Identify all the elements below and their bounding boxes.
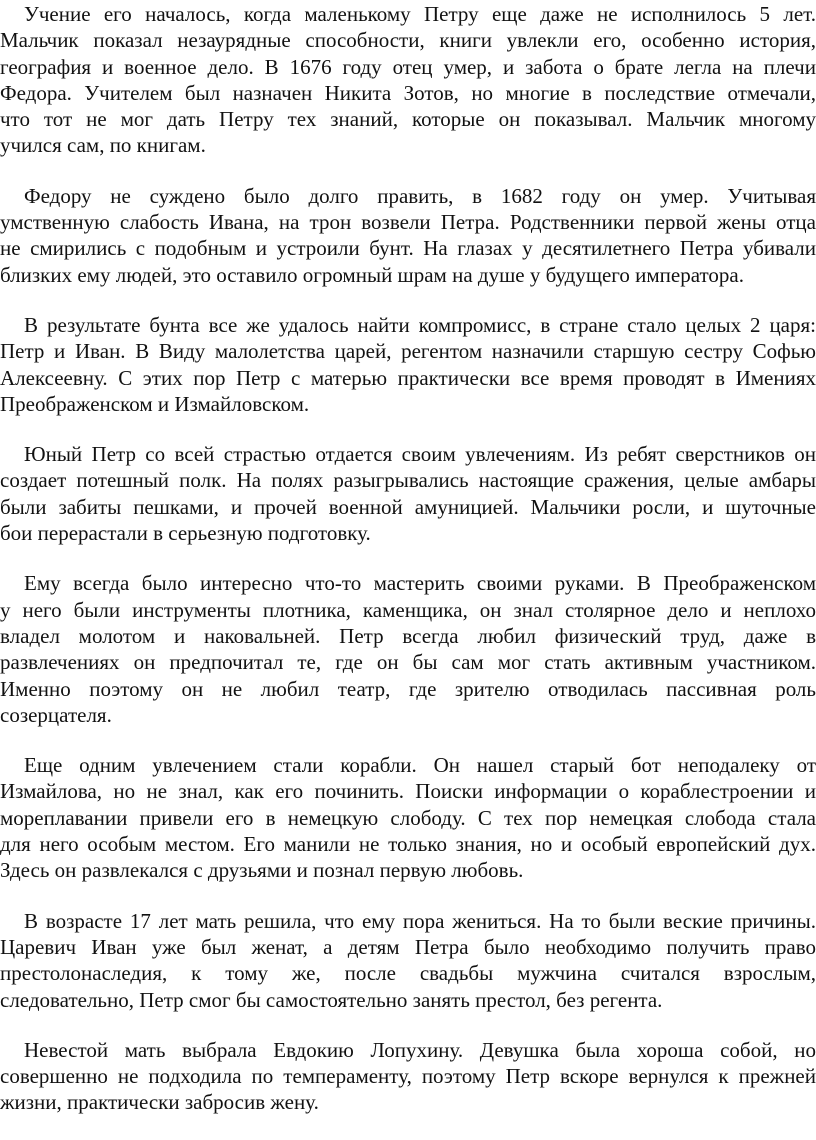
text-line: у него были инструменты плотника, каменщика, он знал столярное дело и неплохо xyxy=(0,597,816,622)
text-line: престолонаследия, к тому же, после свадьбы мужчина считался взрослым, xyxy=(0,961,816,986)
text-line: Именно поэтому он не любил театр, где зрителю отводилась пассивная роль xyxy=(0,676,816,701)
text-line: Царевич Иван уже был женат, а детям Петра было необходимо получить право xyxy=(0,934,816,959)
text-line: Измайлова, но не знал, как его починить. Поиски информации о кораблестроении и xyxy=(0,779,816,804)
text-line: Петр и Иван. В Виду малолетства царей, регентом назначили старшую сестру Софью xyxy=(0,339,816,364)
text-line: были забиты пешками, и прочей военной амуницией. Мальчики росли, и шуточные xyxy=(0,494,816,519)
text-line: создает потешный полк. На полях разыгрывались настоящие сражения, целые амбары xyxy=(0,468,816,493)
text-line: Федору не суждено было долго править, в 1682 году он умер. Учитывая xyxy=(24,183,816,208)
paragraph xyxy=(0,1,816,159)
text-line: для него особым местом. Его манили не только знания, но и особый европейский дух. xyxy=(0,832,816,857)
text-line: Ему всегда было интересно что-то мастерить своими руками. В Преображенском xyxy=(24,571,816,596)
text-line: мореплавании привели его в немецкую слободу. С тех пор немецкая слобода стала xyxy=(0,805,816,830)
paragraph xyxy=(0,312,816,417)
text-line: Еще одним увлечением стали корабли. Он нашел старый бот неподалеку от xyxy=(24,753,816,778)
paragraph xyxy=(0,441,816,546)
document-body xyxy=(0,1,816,1140)
text-line: Юный Петр со всей страстью отдается своим увлечениям. Из ребят сверстников он xyxy=(24,442,816,467)
text-line: следовательно, Петр смог бы самостоятельно занять престол, без регента. xyxy=(0,987,663,1012)
paragraph xyxy=(0,183,816,288)
text-line: Преображенском и Измайловском. xyxy=(0,391,310,416)
paragraph xyxy=(0,908,816,1013)
text-line: совершенно не подходила по темпераменту, поэтому Петр вскоре вернулся к прежней xyxy=(0,1064,816,1089)
text-line: учился сам, по книгам. xyxy=(0,133,206,158)
text-line: В результате бунта все же удалось найти компромисс, в стране стало целых 2 царя: xyxy=(24,312,816,337)
text-line: Здесь он развлекался с друзьями и познал первую любовь. xyxy=(0,858,524,883)
text-line: география и военное дело. В 1676 году отец умер, и забота о брате легла на плечи xyxy=(0,54,816,79)
text-line: владел молотом и наковальней. Петр всегда любил физический труд, даже в xyxy=(0,623,816,648)
text-line: Учение его началось, когда маленькому Петру еще даже не исполнилось 5 лет. xyxy=(24,2,816,26)
text-line: В возрасте 17 лет мать решила, что ему пора жениться. На то были веские причины. xyxy=(24,908,816,933)
text-line: Невестой мать выбрала Евдокию Лопухину. Девушка была хороша собой, но xyxy=(24,1037,816,1062)
text-line: умственную слабость Ивана, на трон возвели Петра. Родственники первой жены отца xyxy=(0,210,816,235)
text-line: не смирились с подобным и устроили бунт. На глазах у десятилетнего Петра убивали xyxy=(0,236,816,261)
paragraph xyxy=(0,1037,816,1116)
text-line: Федора. Учителем был назначен Никита Зотов, но многие в последствие отмечали, xyxy=(0,80,816,105)
text-line: Алексеевну. С этих пор Петр с матерью практически все время проводят в Имениях xyxy=(0,365,816,390)
paragraph xyxy=(0,752,816,883)
text-line: жизни, практически забросив жену. xyxy=(0,1090,319,1115)
paragraph xyxy=(0,570,816,728)
text-line: бои перерастали в серьезную подготовку. xyxy=(0,521,371,546)
text-line: что тот не мог дать Петру тех знаний, которые он показывал. Мальчик многому xyxy=(0,107,816,132)
text-line: созерцателя. xyxy=(0,702,112,727)
text-line: развлечениях он предпочитал те, где он бы сам мог стать активным участником. xyxy=(0,650,816,675)
text-line: Мальчик показал незаурядные способности, книги увлекли его, особенно история, xyxy=(0,28,816,53)
text-line: близких ему людей, это оставило огромный шрам на душе у будущего императора. xyxy=(0,262,744,287)
